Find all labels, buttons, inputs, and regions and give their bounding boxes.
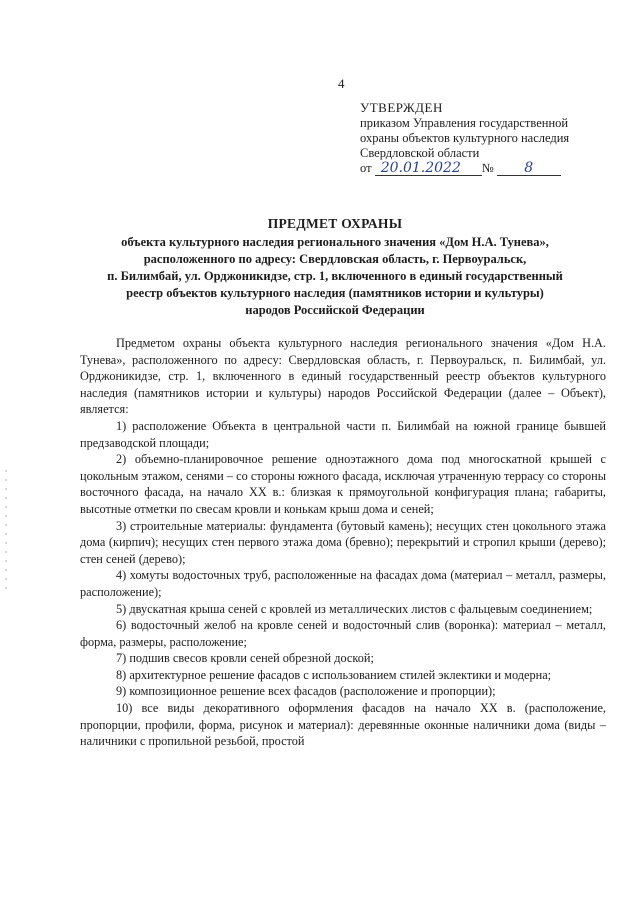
- title-line: объекта культурного наследия регионального значения «Дом Н.А. Тунева»,: [121, 235, 549, 249]
- list-item: 2) объемно-планировочное решение одноэтажного дома под многоскатной крышей с цокольным этажом, сенями – со стороны южного фасада, исключая утраченную террасу со стороны восточного фасада, на начало XX в.: близкая к прямоугольной конфигурация плана; габариты, высотные отметки по свесам кровли и конькам крыш дома и сеней;: [80, 452, 606, 516]
- title-line: п. Билимбай, ул. Орджоникидзе, стр. 1, включенного в единый государственный: [107, 269, 563, 283]
- intro-paragraph: Предметом охраны объекта культурного наследия регионального значения «Дом Н.А. Тунева», расположенного по адресу: Свердловская область, г. Первоуральск, п. Билимбай, ул. Орджоникидзе, стр. 1, включенного в единый государственный реестр объектов культурного наследия (памятников истории и культуры) народов Российской Федерации (далее – Объект), является:: [80, 336, 606, 417]
- document-body: [80, 335, 606, 750]
- list-item: 4) хомуты водосточных труб, расположенные на фасадах дома (материал – металл, размеры, расположение);: [80, 568, 606, 599]
- list-item: 8) архитектурное решение фасадов с использованием стилей эклектики и модерна;: [116, 667, 552, 682]
- approval-heading: УТВЕРЖДЕН: [360, 100, 443, 115]
- page-number: 4: [338, 76, 345, 91]
- list-item: 9) композиционное решение всех фасадов (расположение и пропорции);: [116, 684, 496, 699]
- list-item: 7) подшив свесов кровли сеней обрезной доской;: [116, 651, 374, 666]
- title-main: ПРЕДМЕТ ОХРАНЫ: [267, 216, 403, 231]
- list-item: 1) расположение Объекта в центральной части п. Билимбай на южной границе бывшей предзаводской площади;: [80, 418, 606, 450]
- list-item: 6) водосточный желоб на кровле сеней и водосточный слив (воронка): материал – металл, форма, размеры, расположение;: [80, 618, 606, 649]
- approval-date-line: [360, 161, 620, 176]
- title-line: расположенного по адресу: Свердловская область, г. Первоуральск,: [143, 252, 527, 266]
- date-prefix: от: [360, 161, 372, 175]
- list-item: 5) двускатная крыша сеней с кровлей из металлических листов с фальцевым соединением;: [116, 601, 593, 616]
- list-item: 3) строительные материалы: фундамента (бутовый камень); несущих стен цокольного этажа дома (кирпич); несущих стен первого этажа дома (бревно); перекрытий и стропил крыши (дерево); стен сеней (дерево);: [80, 518, 606, 566]
- approval-line: Свердловской области: [360, 146, 480, 160]
- approval-line: приказом Управления государственной: [360, 116, 569, 130]
- approval-line: охраны объектов культурного наследия: [360, 131, 570, 145]
- approval-block: [360, 100, 620, 176]
- title-line: народов Российской Федерации: [245, 303, 425, 317]
- handwritten-date: 20.01.2022: [375, 161, 482, 176]
- number-prefix: №: [481, 161, 494, 175]
- document-title: [60, 215, 610, 319]
- handwritten-number: 8: [497, 161, 561, 176]
- scan-margin-marks: [5, 470, 7, 590]
- list-item: 10) все виды декоративного оформления фасадов на начало XX в. (расположение, пропорции, профили, форма, рисунок и материал): деревянные оконные наличники дома (виды – наличники с пропильной резьбой, простой: [80, 701, 606, 749]
- title-line: реестр объектов культурного наследия (памятников истории и культуры): [126, 286, 544, 300]
